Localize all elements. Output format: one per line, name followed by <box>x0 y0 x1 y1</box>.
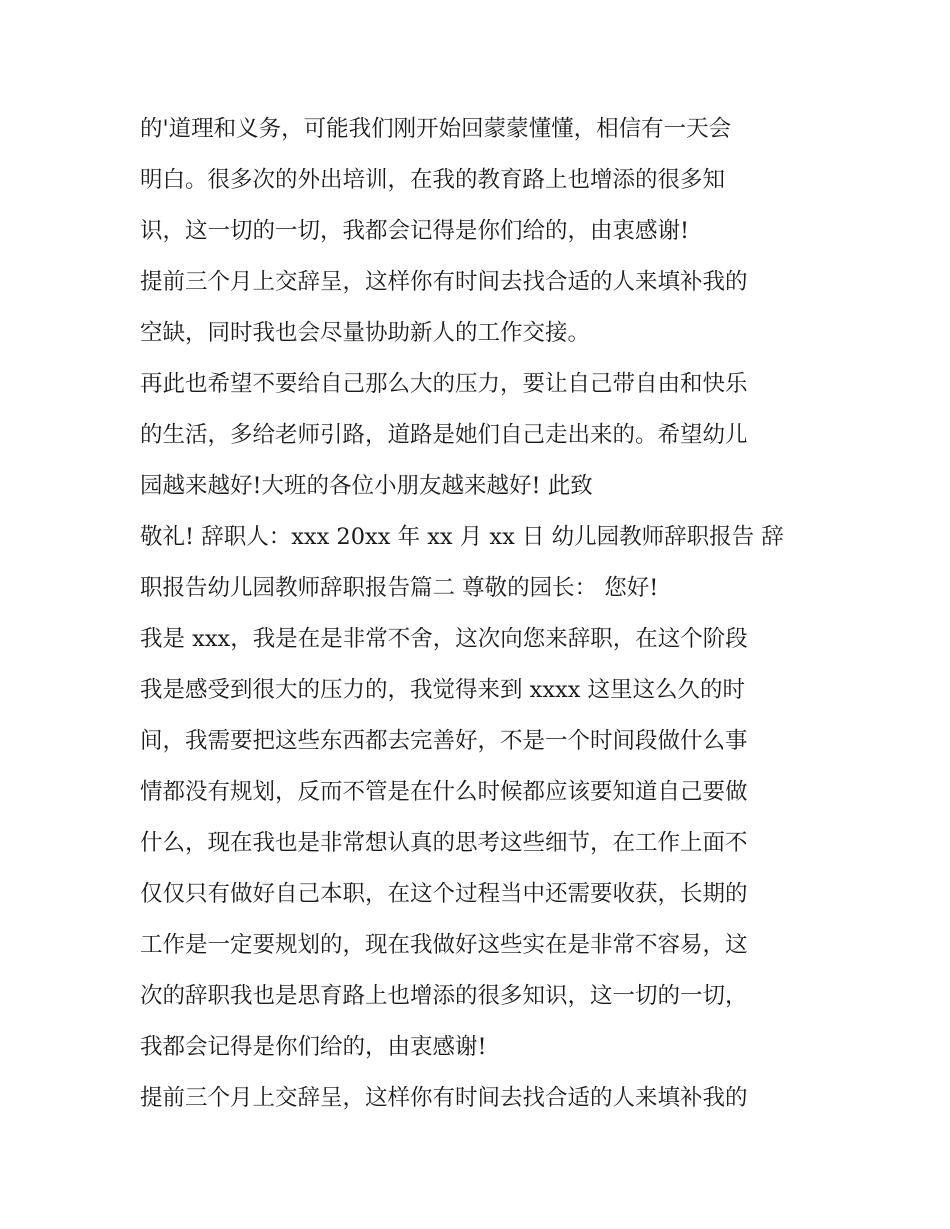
text-line: 工作是一定要规划的，现在我做好这些实在是非常不容易，这 <box>140 932 748 958</box>
text-line: 我是感受到很大的压力的，我觉得来到 xxxx 这里这么久的时 <box>140 677 746 703</box>
text-line: 再此也希望不要给自己那么大的压力，要让自己带自由和快乐 <box>140 371 748 397</box>
text-line: 园越来越好!大班的各位小朋友越来越好! 此致 <box>140 473 593 499</box>
text-line: 敬礼! 辞职人：xxx 20xx 年 xx 月 xx 日 幼儿园教师辞职报告 辞 <box>140 524 784 550</box>
text-line: 提前三个月上交辞呈，这样你有时间去找合适的人来填补我的 <box>140 269 748 295</box>
text-line: 的生活，多给老师引路，道路是她们自己走出来的。希望幼儿 <box>140 422 748 448</box>
text-line: 什么，现在我也是非常想认真的思考这些细节，在工作上面不 <box>140 830 748 856</box>
text-line: 仅仅只有做好自己本职，在这个过程当中还需要收获，长期的 <box>140 881 748 907</box>
text-line: 的'道理和义务，可能我们刚开始回蒙蒙懂懂，相信有一天会 <box>140 116 732 142</box>
document-body <box>140 104 820 1124</box>
text-line: 我是 xxx，我是在是非常不舍，这次向您来辞职，在这个阶段 <box>140 626 748 652</box>
text-line: 情都没有规划，反而不管是在什么时候都应该要知道自己要做 <box>140 779 748 805</box>
text-line: 职报告幼儿园教师辞职报告篇二 尊敬的园长： 您好! <box>140 575 659 601</box>
text-line: 明白。很多次的外出培训，在我的教育路上也增添的很多知 <box>140 167 726 193</box>
text-line: 间，我需要把这些东西都去完善好，不是一个时间段做什么事 <box>140 728 748 754</box>
text-line: 次的辞职我也是思育路上也增添的很多知识，这一切的一切， <box>140 983 748 1009</box>
text-line: 空缺，同时我也会尽量协助新人的工作交接。 <box>140 320 591 346</box>
text-line: 识，这一切的一切，我都会记得是你们给的，由衷感谢! <box>140 218 690 244</box>
text-line: 我都会记得是你们给的，由衷感谢! <box>140 1034 487 1060</box>
text-line: 提前三个月上交辞呈，这样你有时间去找合适的人来填补我的 <box>140 1085 748 1111</box>
